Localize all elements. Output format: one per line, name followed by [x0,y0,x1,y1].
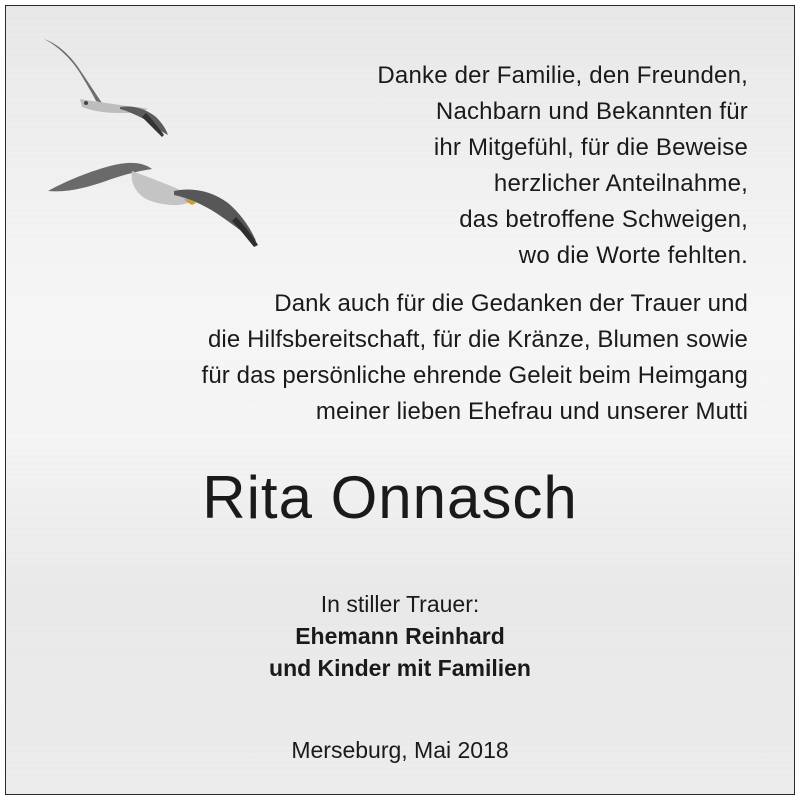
mourning-block [6,588,794,684]
verse-two-line: meiner lieben Ehefrau und unserer Mutti [315,398,748,425]
mourning-intro: In stiller Trauer: [320,591,480,617]
verse-two-line: Dank auch für die Gedanken der Trauer und [274,290,748,317]
verse-two-line: die Hilfsbereitschaft, für die Kränze, Blumen sowie [207,326,748,353]
thanks-verse-two [202,286,748,430]
verse-one-line: das betroffene Schweigen, [459,206,748,233]
obituary-card [5,5,795,795]
verse-one-line: wo die Worte fehlten. [518,242,748,269]
verse-two-line: für das persönliche ehrende Geleit beim Heimgang [201,362,748,389]
verse-one-line: Nachbarn und Bekannten für [435,98,748,125]
verse-one-line: Danke der Familie, den Freunden, [377,62,748,89]
deceased-name-text: Rita Onnasch [202,464,578,531]
verse-one-line: herzlicher Anteilnahme, [493,170,748,197]
deceased-name [6,458,794,538]
seagulls-flying-icon [36,31,286,261]
place-date: Merseburg, Mai 2018 [291,737,509,763]
seagull-lower-icon [48,163,258,247]
mourner-line: und Kinder mit Familien [269,655,531,681]
thanks-verse-one [377,58,748,274]
mourner-line: Ehemann Reinhard [295,623,505,649]
verse-one-line: ihr Mitgefühl, für die Beweise [433,134,748,161]
seagull-upper-icon [44,39,168,137]
